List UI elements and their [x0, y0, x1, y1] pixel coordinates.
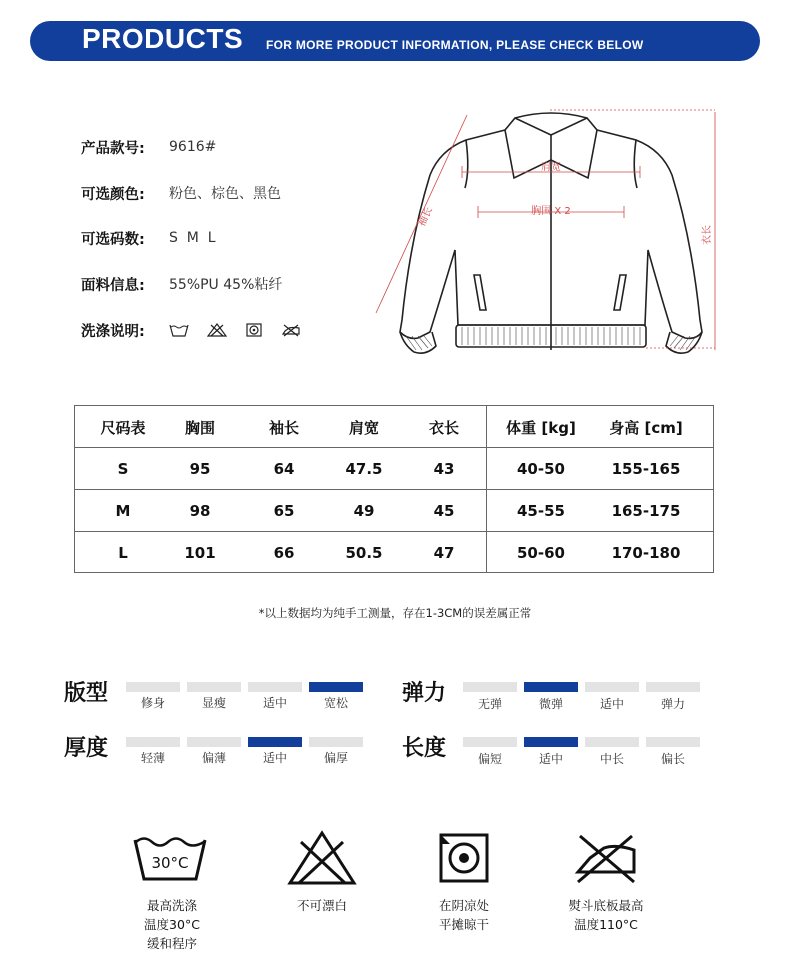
length-option: 适中: [538, 752, 563, 766]
thickness-title: 厚度: [64, 736, 109, 761]
dry-flat-shade-icon: [438, 832, 490, 884]
table-row: [75, 532, 713, 574]
no-iron-icon: [281, 323, 301, 337]
thickness-seg: [126, 737, 180, 747]
care-wash-line: 缓和程序: [146, 936, 197, 951]
care-bleach-line: 不可漂白: [296, 898, 347, 913]
cell-shoulder: 49: [353, 502, 375, 520]
cell-length: 43: [433, 460, 455, 478]
fit-seg: [187, 682, 241, 692]
cell-sleeve: 64: [273, 460, 295, 478]
elasticity-seg: [585, 682, 639, 692]
tumble-dry-icon: [245, 323, 263, 337]
length-option: 中长: [599, 752, 624, 766]
fit-seg: [248, 682, 302, 692]
chest-dim-label: 胸围 X 2: [531, 206, 571, 217]
info-wash: [81, 319, 301, 341]
length-option: 偏短: [477, 752, 502, 766]
fit-option: 显瘦: [201, 696, 226, 710]
fit-seg: [126, 682, 180, 692]
elasticity-option: 微弹: [538, 697, 563, 711]
no-bleach-large-icon: [287, 830, 357, 886]
wash-icon-row: [169, 323, 301, 337]
fit-title: 版型: [64, 681, 109, 706]
jacket-diagram: [370, 100, 720, 370]
cell-chest: 95: [189, 460, 211, 478]
length-option: 偏长: [660, 752, 685, 766]
cell-shoulder: 47.5: [345, 460, 383, 478]
care-iron-line: 温度110°C: [574, 917, 638, 932]
header-size: 尺码表: [100, 418, 146, 437]
size-table: [74, 405, 714, 573]
wash-temp-label: 30°C: [151, 854, 189, 872]
header-height: 身高 [cm]: [609, 418, 683, 437]
elasticity-title: 弹力: [402, 681, 447, 706]
wash-30-icon: [132, 832, 208, 882]
thickness-option: 偏厚: [323, 751, 348, 765]
length-seg: [524, 737, 578, 747]
cell-length: 45: [433, 502, 455, 520]
table-row: [75, 448, 713, 490]
thickness-option: 偏薄: [201, 751, 226, 765]
model-label: 产品款号:: [81, 140, 145, 157]
thickness-option: 适中: [262, 751, 287, 765]
cell-height: 165-175: [611, 502, 681, 520]
care-wash-line: 温度30°C: [144, 917, 200, 932]
care-dry-line: 平摊晾干: [438, 917, 489, 932]
thickness-seg: [248, 737, 302, 747]
banner-subtitle: FOR MORE PRODUCT INFORMATION, PLEASE CHECK BELOW: [266, 38, 644, 52]
info-fabric: [81, 273, 282, 295]
care-dry-text: [404, 896, 524, 934]
cell-height: 170-180: [611, 544, 681, 562]
banner-title: PRODUCTS: [82, 23, 244, 54]
care-iron-line: 熨斗底板最高: [568, 898, 644, 913]
header-sleeve: 袖长: [268, 418, 299, 437]
measurement-note: *以上数据均为纯手工测量，存在1-3CM的误差属正常: [258, 606, 532, 620]
sleeve-dim-label: 袖长: [416, 205, 435, 229]
elasticity-seg: [524, 682, 578, 692]
fabric-label: 面料信息:: [81, 277, 145, 294]
cell-shoulder: 50.5: [345, 544, 383, 562]
elasticity-option: 无弹: [477, 697, 502, 711]
thickness-seg: [309, 737, 363, 747]
care-wash-line: 最高洗涤: [146, 898, 197, 913]
fit-option: 宽松: [323, 696, 348, 710]
length-seg: [463, 737, 517, 747]
header-chest: 胸围: [184, 418, 215, 437]
no-bleach-icon: [207, 323, 227, 337]
length-seg: [646, 737, 700, 747]
size-label: 可选码数:: [81, 231, 145, 248]
fit-option: 适中: [262, 696, 287, 710]
cell-size: L: [118, 544, 128, 562]
header-shoulder: 肩宽: [348, 418, 379, 437]
elasticity-seg: [463, 682, 517, 692]
cell-sleeve: 66: [273, 544, 295, 562]
fit-option: 修身: [140, 696, 165, 710]
thickness-seg: [187, 737, 241, 747]
length-seg: [585, 737, 639, 747]
iron-110-icon: [572, 832, 640, 884]
wash-tub-icon: [169, 323, 189, 337]
cell-chest: 101: [184, 544, 216, 562]
care-dry-line: 在阴凉处: [438, 898, 489, 913]
header-length: 衣长: [428, 418, 459, 437]
info-colors: [81, 182, 281, 204]
length-dim-label: 衣长: [702, 225, 713, 245]
cell-weight: 45-55: [517, 502, 565, 520]
cell-weight: 40-50: [517, 460, 565, 478]
elasticity-seg: [646, 682, 700, 692]
header-weight: 体重 [kg]: [506, 418, 576, 437]
cell-length: 47: [433, 544, 455, 562]
info-sizes: [81, 227, 216, 249]
care-wash-text: [112, 896, 232, 953]
thickness-option: 轻薄: [140, 751, 165, 765]
length-title: 长度: [402, 736, 447, 761]
table-row: [75, 490, 713, 532]
care-iron-text: [544, 896, 668, 934]
color-label: 可选颜色:: [81, 186, 145, 203]
cell-weight: 50-60: [517, 544, 565, 562]
care-bleach-text: [262, 896, 382, 915]
fit-seg: [309, 682, 363, 692]
wash-label: 洗涤说明:: [81, 323, 145, 340]
elasticity-option: 弹力: [660, 697, 685, 711]
cell-sleeve: 65: [273, 502, 295, 520]
elasticity-option: 适中: [599, 697, 624, 711]
cell-size: S: [117, 460, 129, 478]
cell-height: 155-165: [611, 460, 681, 478]
shoulder-dim-label: 肩宽: [541, 162, 561, 173]
fabric-value: 55%PU 45%粘纤: [169, 277, 283, 293]
size-value: S M L: [169, 230, 216, 246]
color-value: 粉色、棕色、黑色: [169, 186, 281, 202]
model-value: 9616#: [169, 139, 217, 155]
cell-size: M: [115, 502, 131, 520]
cell-chest: 98: [189, 502, 211, 520]
info-model: [81, 136, 216, 158]
header-banner: [30, 21, 760, 61]
table-header-row: [75, 406, 713, 448]
